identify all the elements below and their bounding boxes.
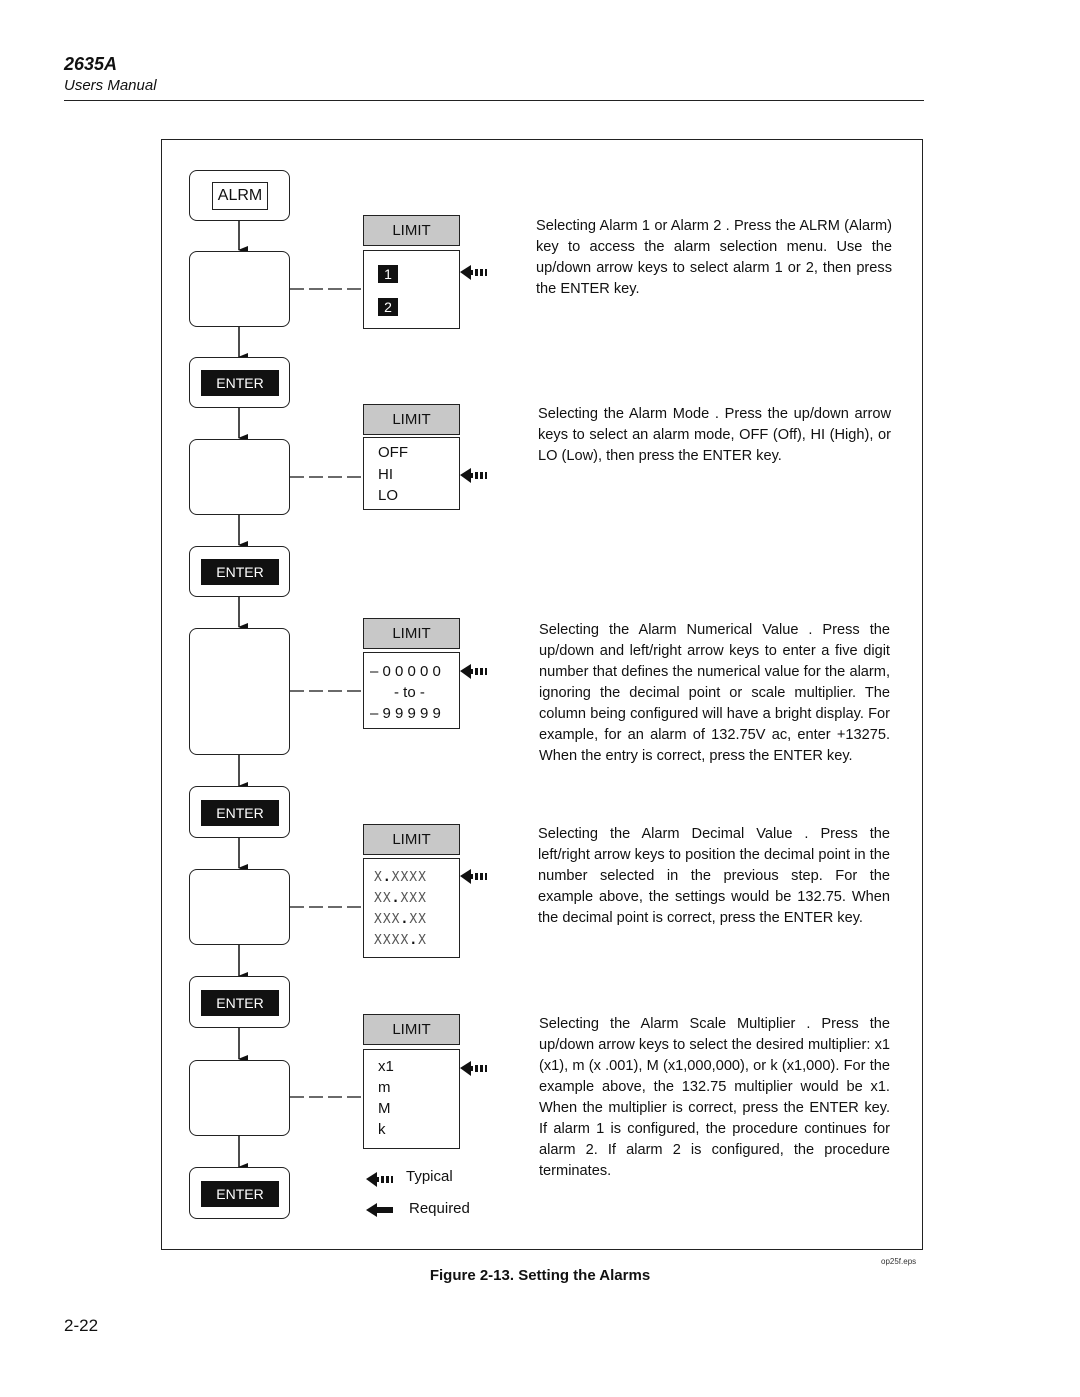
decimal-option: XXX.XX — [374, 912, 427, 927]
step-alarm-mode-text: Selecting the Alarm Mode . Press the up/down arrow keys to select an alarm mode, OFF (Off), HI (High), or LO (Low), then press the ENTER key. — [538, 406, 891, 464]
step-decimal-value-text: Selecting the Alarm Decimal Value . Press the left/right arrow keys to position the decimal point in the number selected in the previous step. For the example above, the settings would be 132.75. When the decimal point is correct, press the ENTER key. — [538, 826, 890, 926]
typical-pointer-icon — [460, 1061, 487, 1076]
value-low-digits: 0 0 0 0 0 — [382, 663, 441, 680]
decimal-option: XX.XXX — [374, 891, 427, 906]
multiplier-k-option: k — [378, 1121, 386, 1138]
alarm-2-option: 2 — [378, 298, 398, 316]
multiplier-m-option: m — [378, 1079, 391, 1096]
enter-key[interactable]: ENTER — [201, 990, 279, 1016]
left-right-keypad — [189, 869, 290, 945]
decimal-option: XXXX.X — [374, 933, 427, 948]
arrow-keypad — [189, 628, 290, 755]
required-legend-icon — [366, 1203, 393, 1217]
alrm-key[interactable]: ALRM — [212, 182, 268, 210]
up-down-keypad — [189, 251, 290, 327]
figure-file-name: op25f.eps — [881, 1257, 917, 1266]
manual-model: 2635A — [64, 54, 118, 74]
limit-annunciator: LIMIT — [363, 824, 460, 855]
enter-key[interactable]: ENTER — [201, 559, 279, 585]
limit-annunciator: LIMIT — [363, 1014, 460, 1045]
legend-typical-label: Typical — [406, 1168, 453, 1185]
step-scale-multiplier-text: Selecting the Alarm Scale Multiplier . Press the up/down arrow keys to select the desired multiplier: x1 (x1), m (x .001), M (x1,000,000), or k (x1,000). For the example above, the 132.75 multiplier would be x1. When the multiplier is correct, press the ENTER key. If alarm 1 is configured, the procedure continues for alarm 2. If alarm 2 is configured, the procedure terminates. — [539, 1016, 890, 1179]
multiplier-x1-option: x1 — [378, 1058, 394, 1075]
alarm-number-display — [363, 250, 460, 329]
decimal-position-display — [363, 858, 460, 958]
enter-key[interactable]: ENTER — [201, 1181, 279, 1207]
enter-key-frame — [189, 546, 290, 597]
page-number: 2-22 — [64, 1316, 99, 1335]
limit-annunciator: LIMIT — [363, 404, 460, 435]
step-numerical-value-text: Selecting the Alarm Numerical Value . Press the up/down and left/right arrow keys to enter a five digit number that defines the numerical value for the alarm, ignoring the decimal point or scale multiplier. The column being configured will have a bright display. For example, for an alarm of 132.75V ac, enter +13275. When the entry is correct, press the ENTER key. — [539, 622, 890, 764]
mode-off-option: OFF — [378, 444, 408, 461]
multiplier-M-option: M — [378, 1100, 391, 1117]
step-alarm-select-text: Selecting Alarm 1 or Alarm 2 . Press the ALRM (Alarm) key to access the alarm selection menu. Use the up/down arrow keys to select alarm 1 or 2, then press the ENTER key. — [536, 218, 892, 297]
typical-pointer-icon — [460, 869, 487, 884]
enter-key-frame — [189, 1167, 290, 1219]
value-range-separator: - to - — [394, 684, 425, 701]
typical-legend-icon — [366, 1172, 393, 1187]
alrm-key-frame — [189, 170, 290, 221]
figure-caption: Figure 2-13. Setting the Alarms — [429, 1267, 651, 1284]
typical-pointer-icon — [460, 265, 487, 280]
legend-required-label: Required — [409, 1200, 470, 1217]
scale-multiplier-display — [363, 1049, 460, 1149]
mode-hi-option: HI — [378, 466, 393, 483]
value-high: – 9 9 9 9 9 — [370, 705, 441, 722]
typical-pointer-icon — [460, 468, 487, 483]
enter-key[interactable]: ENTER — [201, 370, 279, 396]
manual-subtitle: Users Manual — [64, 77, 157, 94]
decimal-option: X.XXXX — [374, 870, 427, 885]
limit-annunciator: LIMIT — [363, 618, 460, 649]
enter-key-frame — [189, 976, 290, 1028]
numerical-value-display — [363, 652, 460, 729]
up-down-keypad — [189, 1060, 290, 1136]
mode-lo-option: LO — [378, 487, 399, 504]
alarm-1-option: 1 — [378, 265, 398, 283]
limit-annunciator: LIMIT — [363, 215, 460, 246]
alarm-mode-display — [363, 437, 460, 510]
enter-key[interactable]: ENTER — [201, 800, 279, 826]
value-low: – 0 0 0 0 0 — [370, 663, 441, 680]
typical-pointer-icon — [460, 664, 487, 679]
enter-key-frame — [189, 357, 290, 408]
up-down-keypad — [189, 439, 290, 515]
value-high-digits: 9 9 9 9 9 — [382, 705, 441, 722]
enter-key-frame — [189, 786, 290, 838]
